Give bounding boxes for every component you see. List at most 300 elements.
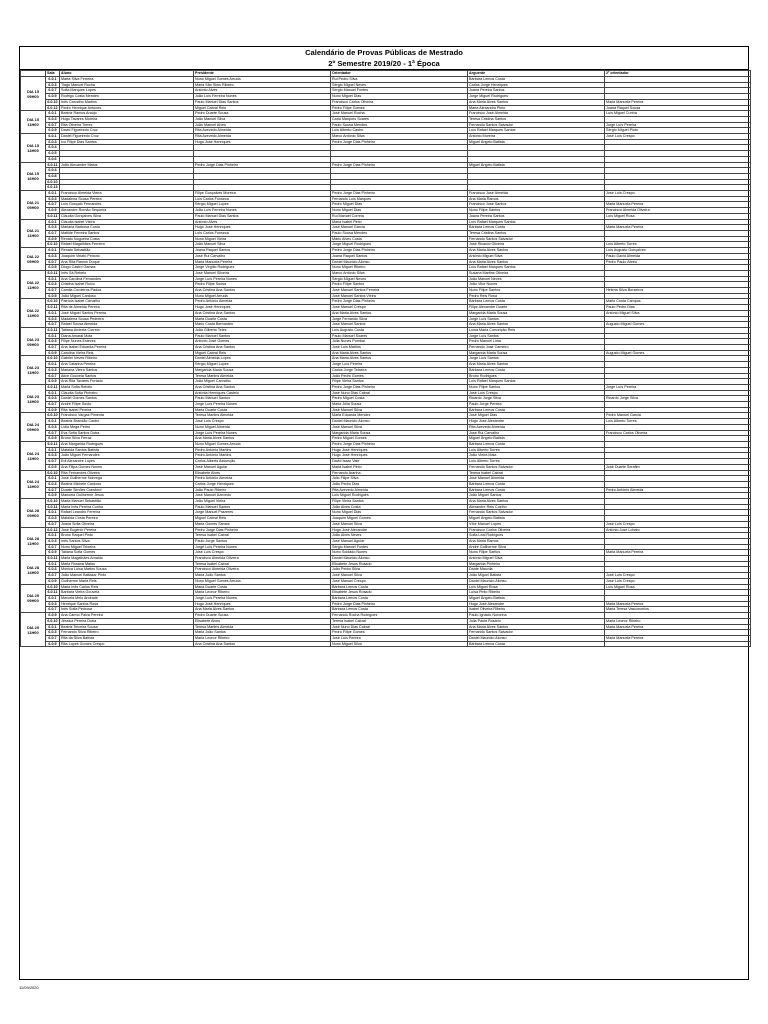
arguente-cell: Teresa Cristina Santos xyxy=(468,230,605,236)
arguente-cell: Luísa Maria Conceição Reis xyxy=(468,327,605,333)
aluno-cell: Manuela Guilherme Jesus xyxy=(60,493,194,499)
sala-cell: 6.0.9 xyxy=(46,350,60,356)
sala-cell: 6.0.1 xyxy=(46,447,60,453)
arguente-cell: José Rui Carvalho xyxy=(468,430,605,436)
aluno-cell: Hugo Tavares Moreira xyxy=(60,116,194,122)
orientador-cell: Filipe Vieira Santos xyxy=(331,499,468,505)
orientador-cell: José Manuel Garcia xyxy=(331,225,468,231)
orientador-cell: Pedro Jorge Dias Pinheiro xyxy=(331,191,468,197)
arguente-cell: Fernando Santos Salvador xyxy=(468,122,605,128)
orientador-cell: Paulo Sousa Mendes xyxy=(331,230,468,236)
presidente-cell: Ana Maria Alves Santos xyxy=(194,607,331,613)
orientador-cell: Elisabete Jesus Rosado xyxy=(331,590,468,596)
presidente-cell: Paulo Manuel Dias Santos xyxy=(194,213,331,219)
presidente-cell: Miguel Cabral Reis xyxy=(194,105,331,111)
arguente-cell: Bárbara Lemos Costa xyxy=(468,407,605,413)
presidente-cell: Hugo José Henriques xyxy=(194,139,331,145)
aluno-cell: José Eugénio Pereira xyxy=(60,527,194,533)
sala-cell: 6.0.9 xyxy=(46,293,60,299)
day-label: DIA 24 xyxy=(27,479,39,485)
orientador-cell: José Manuel Rocha xyxy=(331,111,468,117)
arguente-cell: Daniel Mauricio Alonso xyxy=(468,578,605,584)
column-header-sala: Sala xyxy=(46,71,60,77)
presidente-cell: Pedro António Almeida xyxy=(194,476,331,482)
sala-cell: 6.0.10 xyxy=(47,179,58,184)
presidente-cell: Paulo Manuel Santos xyxy=(194,333,331,339)
aluno-cell: Inês Santos Silva xyxy=(60,538,194,544)
orientador-cell: José Manuel Santos Ferreira xyxy=(331,288,468,294)
arguente-cell: Jorge Miguel Rodrigues xyxy=(468,94,605,100)
time-label: 09H00 xyxy=(27,259,39,264)
day-time-cell xyxy=(21,219,46,248)
arguente-cell: Ana Maria Alves Santos xyxy=(468,322,605,328)
presidente-cell: Pedro Jorge Dias Pinheiro xyxy=(194,162,331,168)
presidente-cell: António José Gomes xyxy=(194,339,331,345)
arguente-cell: Fernando Santos Salvador xyxy=(468,464,605,470)
day-label: DIA 28 xyxy=(27,536,39,542)
aluno-cell: Beatriz Ramos Araújo xyxy=(60,111,194,117)
presidente-cell: João Miguel Vieira xyxy=(194,499,331,505)
arguente-cell: Susana Martins Oliveira xyxy=(468,270,605,276)
aluno-cell: Marta Manuel Sebastião xyxy=(60,499,194,505)
aluno-cell: Matilde Ferreira Santos xyxy=(60,230,194,236)
sala-cell: 6.0.3 xyxy=(46,339,60,345)
day-label: DIA 15 xyxy=(27,88,39,94)
presidente-cell: João Luís Ferreira Nunes xyxy=(194,208,331,214)
orientador-cell: Bárbara Lemos Costa xyxy=(331,595,468,601)
2o-orientador-cell: Pedro Manuel Garcia xyxy=(605,413,751,419)
sala-cell: 6.0.9 xyxy=(46,94,60,100)
arguente-cell: Miguel Ângelo Batista xyxy=(468,162,605,168)
aluno-cell: Camila Cordeiros Pádua xyxy=(60,288,194,294)
2o-orientador-cell: Maria Manuela Pereira xyxy=(605,99,751,105)
arguente-cell: Ana Maria Alves Santos xyxy=(468,499,605,505)
2o-orientador-cell: Luís Alberto Torres xyxy=(605,242,751,248)
aluno-cell: Henrique Santos Rosa xyxy=(60,601,194,607)
sala-cell: 6.0.9 xyxy=(46,436,60,442)
presidente-cell: Jorge Luís Pereira Nunes xyxy=(194,595,331,601)
sala-cell: 6.0.1 xyxy=(46,191,60,197)
sala-cell: 6.0.10 xyxy=(47,470,58,475)
orientador-cell: Hugo José Alexandre xyxy=(331,527,468,533)
aluno-cell: Rita Oliveira Torres xyxy=(60,122,194,128)
aluno-cell: Inês Sá Rebelo xyxy=(60,270,194,276)
presidente-cell: Maria Leonor Ribeiro xyxy=(194,590,331,596)
arguente-cell: José Miguel Dias xyxy=(468,413,605,419)
time-label: 11H00 xyxy=(27,541,39,547)
aluno-cell: Tiago Manuel Rocha xyxy=(60,82,194,88)
aluno-cell: Cláudia Sofia Pinheiro xyxy=(60,390,194,396)
2o-orientador-cell: António José Lobato xyxy=(605,527,751,533)
2o-orientador-cell: Pedro António Almeida xyxy=(605,487,751,493)
aluno-cell: Edi Alexandre Lopes xyxy=(60,459,194,465)
aluno-cell: José Guilherme Nóbrega xyxy=(60,476,194,482)
orientador-cell: Júlia Nunes Pombal xyxy=(331,339,468,345)
orientador-cell: Rita Azevedo Almeida xyxy=(331,487,468,493)
aluno-cell: Ana Isabel Eduarda Pereira xyxy=(60,345,194,351)
aluno-cell: Maria Inês Pereira Cunha xyxy=(60,504,194,510)
arguente-cell: Margarida Pinheiro xyxy=(468,561,605,567)
aluno-cell: Patrícia Isabel Carvalho xyxy=(60,299,194,305)
arguente-cell: José Manuel Almeida xyxy=(468,476,605,482)
day-time-cell xyxy=(21,442,46,471)
arguente-cell: Hugo José Alexandre xyxy=(468,419,605,425)
presidente-cell: Paulo Manuel Santos xyxy=(194,396,331,402)
time-label: 09H00 xyxy=(27,341,39,347)
2o-orientador-cell: José Luís Crespo xyxy=(605,573,751,579)
orientador-cell: Carlos Jorge Teixeira xyxy=(331,367,468,373)
aluno-cell: Rafael Sousa Almeida xyxy=(60,322,194,328)
sala-cell: 6.0.10 xyxy=(47,299,58,304)
sala-cell: 6.0.7 xyxy=(46,487,60,493)
orientador-cell: Paulo Sousa Mendes xyxy=(331,122,468,128)
arguente-cell: Nuno Filipe Santos xyxy=(468,550,605,556)
arguente-cell: Isabel Oliveira Ribeiro xyxy=(468,607,605,613)
presidente-cell: Nuno Miguel Vieira xyxy=(194,236,331,242)
aluno-cell: Rita Lopes Gomes Crespo xyxy=(60,641,194,647)
day-time-cell xyxy=(21,270,46,299)
sala-cell: 6.0.11 xyxy=(47,556,58,561)
orientador-cell: Rui Pedro Silva xyxy=(331,77,468,83)
orientador-cell: Pedro Miguel Dias xyxy=(331,202,468,208)
sala-cell: 6.0.7 xyxy=(46,607,60,613)
aluno-cell: Jéssica Pereira Dutra xyxy=(60,618,194,624)
arguente-cell: Miguel Ângelo Batista xyxy=(468,436,605,442)
sala-cell: 6.0.11 xyxy=(47,384,58,389)
aluno-cell: Joaquim Viriato Peixoto xyxy=(60,253,194,259)
aluno-cell: Ana Rita Tavares Furtado xyxy=(60,379,194,385)
sala-cell: 6.0.7 xyxy=(46,430,60,436)
presidente-cell: Nuno Miguel Gomes Arruda xyxy=(194,442,331,448)
aluno-cell: Mariana Vieira Santos xyxy=(60,367,194,373)
aluno-cell: Ivo Filipe Dias Santos xyxy=(60,139,194,145)
aluno-cell: Eva Sofia Santos Dutra xyxy=(60,430,194,436)
time-label: 14H00 xyxy=(27,313,39,319)
sala-cell: 6.0.9 xyxy=(46,464,60,470)
presidente-cell: Jorge Luís Pereira Nunes xyxy=(194,544,331,550)
day-time-cell xyxy=(21,613,46,647)
arguente-cell: Bárbara Lemos Costa xyxy=(468,367,605,373)
arguente-cell: Fernando Santos Salvador xyxy=(468,510,605,516)
aluno-cell: Maria Rosana Matos xyxy=(60,561,194,567)
sala-cell: 6.0.1 xyxy=(46,624,60,630)
presidente-cell: Ana Cristina Ana Santos xyxy=(194,345,331,351)
arguente-cell: Bárbara Lemos Costa xyxy=(468,299,605,305)
sala-cell: 6.0.3 xyxy=(46,139,60,145)
2o-orientador-cell: Augusto Miguel Gomes xyxy=(605,322,751,328)
presidente-cell: Pedro Duarte Sousa xyxy=(194,111,331,117)
presidente-cell: Margarida Maria Sousa xyxy=(194,367,331,373)
presidente-cell: Teresa Isabel Cabral xyxy=(194,533,331,539)
2o-orientador-cell: Maria Manuela Pereira xyxy=(605,601,751,607)
orientador-cell: Pedro Miguel Gomes xyxy=(331,436,468,442)
arguente-cell: Ana Maria Ramos xyxy=(468,196,605,202)
presidente-cell: Rita Azevedo Almeida xyxy=(194,134,331,140)
sala-cell: 6.0.1 xyxy=(46,595,60,601)
presidente-cell: Miguel Cabral Reis xyxy=(194,350,331,356)
orientador-cell: Joana Raquel Santos xyxy=(331,253,468,259)
presidente-cell: Jorge Manuel Prazeres xyxy=(194,510,331,516)
presidente-cell: Maria João Santos xyxy=(194,630,331,636)
orientador-cell: Luís Alberto Castro xyxy=(331,128,468,134)
arguente-cell: Ana Maria Alves Santos xyxy=(468,99,605,105)
2o-orientador-cell: Maria Manuela Pereira xyxy=(605,550,751,556)
arguente-cell: António Miguel Silva xyxy=(468,556,605,562)
orientador-cell: Pedro Jorge Dias Pinheiro xyxy=(331,299,468,305)
presidente-cell: Francisco Almeida Oliveira xyxy=(194,567,331,573)
aluno-cell: Gabriel Neves Ribeiro xyxy=(60,356,194,362)
arguente-cell: Luísa Pinto Ribeiro xyxy=(468,590,605,596)
sala-cell: 6.0.12 xyxy=(47,105,58,110)
presidente-cell: João Gilberto Teles xyxy=(194,327,331,333)
sala-cell: 6.0.7 xyxy=(46,521,60,527)
day-time-cell xyxy=(21,162,46,191)
time-label: 11H00 xyxy=(27,455,39,461)
presidente-cell: Jorge Luís Pereira Nunes xyxy=(194,276,331,282)
presidente-cell: Hugo José Henriques xyxy=(194,601,331,607)
presidente-cell: Paulo Manuel Santos xyxy=(194,504,331,510)
aluno-cell: Ana Filipa Gomes Nunes xyxy=(60,464,194,470)
orientador-cell: Luís Miguel Rodrigues xyxy=(331,493,468,499)
presidente-cell: Hugo José Henriques xyxy=(194,225,331,231)
sala-cell: 6.0.1 xyxy=(46,561,60,567)
aluno-cell: Nuno Miguel Teixeira xyxy=(60,544,194,550)
orientador-cell: Pedro Filipe Gomes xyxy=(331,105,468,111)
arguente-cell: Teresa Cristina Santos xyxy=(468,116,605,122)
2o-orientador-cell: Francisco Carlos Oliveira xyxy=(605,430,751,436)
sala-cell: 6.0.11 xyxy=(47,270,58,275)
orientador-cell: José Manuel Santos Vieira xyxy=(331,293,468,299)
day-label: DIA 21 xyxy=(27,228,39,234)
2o-orientador-cell: Luís Miguel Cunha xyxy=(605,111,751,117)
day-label: DIA 29 xyxy=(27,593,39,599)
presidente-cell: Jorge Luís Pereira Nunes xyxy=(194,430,331,436)
aluno-cell: Lídia Mega Pedro xyxy=(60,424,194,430)
day-time-cell xyxy=(21,77,46,111)
orientador-cell: Nuno Miguel Ribeiro xyxy=(331,265,468,271)
orientador-cell: Rui Manuel Correia xyxy=(331,213,468,219)
arguente-cell: Nuno Filipe Santos xyxy=(468,208,605,214)
table-row xyxy=(21,641,751,647)
2o-orientador-cell: Maria Manuela Pereira xyxy=(605,635,751,641)
presidente-cell: Elisabete Alves xyxy=(194,470,331,476)
sala-cell: 6.0.3 xyxy=(46,567,60,573)
sala-cell: 6.0.10 xyxy=(47,618,58,623)
presidente-cell: João Miguel Carvalho xyxy=(194,379,331,385)
time-label: 14H00 xyxy=(27,398,39,404)
presidente-cell: Teresa Martins Almeida xyxy=(194,624,331,630)
sala-cell: 6.0.10 xyxy=(47,584,58,589)
orientador-cell: Maria Isabel Pinto xyxy=(331,219,468,225)
arguente-cell: José Luís Crespo xyxy=(468,390,605,396)
sala-cell: 6.0.12 xyxy=(47,527,58,532)
sala-cell: 6.0.3 xyxy=(46,253,60,259)
presidente-cell: José Manuel Aguiar xyxy=(194,464,331,470)
2o-orientador-cell: Mário Costa Campos xyxy=(605,299,751,305)
arguente-cell: Bárbara Lemos Costa xyxy=(468,442,605,448)
orientador-cell: Ana Maria Alves Santos xyxy=(331,310,468,316)
arguente-cell: Ana Maria Alves Santos xyxy=(468,259,605,265)
orientador-cell: José Manuel Silva xyxy=(331,424,468,430)
presidente-cell: João Luís Ferreira Nunes xyxy=(194,94,331,100)
arguente-cell: Francisco José Santos xyxy=(468,202,605,208)
orientador-cell: Hugo José Henriques xyxy=(331,447,468,453)
sala-cell: 6.0.7 xyxy=(46,402,60,408)
orientador-cell: Nuno Miguel Dias xyxy=(331,208,468,214)
aluno-cell: Daniel Gomes Santos xyxy=(60,396,194,402)
time-label: 16H00 xyxy=(27,176,39,182)
aluno-cell: João Miguel Fernandes xyxy=(60,453,194,459)
2o-orientador-cell: António Miguel Silva xyxy=(605,310,751,316)
arguente-cell: António Miguel Silva xyxy=(468,253,605,259)
arguente-cell: Miguel Ângelo Batista xyxy=(468,139,605,145)
arguente-cell: Margarida Maria Sousa xyxy=(468,350,605,356)
presidente-cell: Mário Costa Bernardes xyxy=(194,322,331,328)
arguente-cell: João Manuel Neves xyxy=(468,276,605,282)
presidente-cell: José Manuel Silveira xyxy=(194,270,331,276)
day-time-cell xyxy=(21,248,46,271)
aluno-cell: Rita da Silva Batista xyxy=(60,635,194,641)
sala-cell: 6.0.7 xyxy=(46,259,60,265)
aluno-cell: Renato Sebastião xyxy=(60,248,194,254)
orientador-cell: Pedro Jorge Dias Pinheiro xyxy=(331,162,468,168)
arguente-cell: Jorge Luís Santos xyxy=(468,356,605,362)
sala-cell: 6.0.3 xyxy=(46,282,60,288)
day-label: DIA 22 xyxy=(27,308,39,314)
orientador-cell: João Pedro Silva xyxy=(331,567,468,573)
arguente-cell: João Vieira Maia xyxy=(468,453,605,459)
aluno-cell: Cláudia Isabel Vieira xyxy=(60,219,194,225)
presidente-cell: Carlos Alberto Assunção xyxy=(194,459,331,465)
2o-orientador-cell: Maria Leonor Ribeiro xyxy=(605,618,751,624)
aluno-cell: Ana Rita Ramos Duque xyxy=(60,259,194,265)
orientador-cell: Fernando Aranha xyxy=(331,470,468,476)
2o-orientador-cell: Augusto Miguel Gomes xyxy=(605,350,751,356)
orientador-cell: Pedro Filipe Gomes xyxy=(331,630,468,636)
sala-cell: 6.0.1 xyxy=(46,134,60,140)
presidente-cell: António Alves xyxy=(194,219,331,225)
day-time-cell xyxy=(21,299,46,328)
presidente-cell: Pedro Filipe Sousa xyxy=(194,282,331,288)
orientador-cell: Pedro Jorge Dias Pinheiro xyxy=(331,601,468,607)
presidente-cell: Maria Duarte Costa xyxy=(194,316,331,322)
sala-cell: 6.0.3 xyxy=(46,630,60,636)
aluno-cell: Ana Carmo Paiva Pereira xyxy=(60,613,194,619)
day-time-cell xyxy=(21,134,46,163)
aluno-cell: Tatiana Andreia Correia xyxy=(60,327,194,333)
orientador-cell: José Manuel Silva xyxy=(331,521,468,527)
column-header-presidente: Presidente xyxy=(194,71,331,77)
arguente-cell: Margarida Maria Sousa xyxy=(468,310,605,316)
sala-cell: 6.0.7 xyxy=(46,573,60,579)
presidente-cell: Paulo Manuel Dias Santos xyxy=(194,99,331,105)
aluno-cell: Barbara Vieira Gouveia xyxy=(60,590,194,596)
aluno-cell: José Miguel Santos Pereira xyxy=(60,310,194,316)
arguente-cell: Bárbara Lemos Costa xyxy=(468,487,605,493)
schedule-sheet xyxy=(19,46,749,980)
presidente-cell: Nuno Miguel Almeida xyxy=(194,424,331,430)
arguente-cell: Pedro Reis Rosa xyxy=(468,293,605,299)
time-label: 09H00 xyxy=(27,598,39,604)
time-label: 09H00 xyxy=(27,427,39,433)
aluno-cell: Sofia Marques Lopes xyxy=(60,88,194,94)
aluno-cell: Marta Silva Ferreira xyxy=(60,77,194,83)
presidente-cell: Elisabete Alves xyxy=(194,618,331,624)
arguente-cell: Alexandre Reis Coelho xyxy=(468,504,605,510)
schedule-body xyxy=(21,77,751,647)
arguente-cell: Paulo Ignácio Noronha xyxy=(468,613,605,619)
presidente-cell: Teresa Martins Almeida xyxy=(194,413,331,419)
arguente-cell: José Ricardo Oliveira xyxy=(468,242,605,248)
sala-cell: 6.0.7 xyxy=(46,322,60,328)
presidente-cell: Maria João Santos xyxy=(194,573,331,579)
sala-cell: 6.0.3 xyxy=(46,82,60,88)
arguente-cell: Luís Rafael Marques Santos xyxy=(468,265,605,271)
aluno-cell: Francisco Almeida Vieira xyxy=(60,191,194,197)
time-label: 09H00 xyxy=(27,512,39,518)
presidente-cell: Filipe Gonçalves Moreira xyxy=(194,191,331,197)
aluno-cell: Rodrigo Costa Mendes xyxy=(60,94,194,100)
presidente-cell: Pedro António Martins xyxy=(194,447,331,453)
presidente-cell: Paulo Jorge Santos xyxy=(194,538,331,544)
2o-orientador-cell: José Luís Crespo xyxy=(605,578,751,584)
arguente-cell: Paulo Jorge Pereira xyxy=(468,402,605,408)
aluno-cell: Diana Amaral Mota xyxy=(60,333,194,339)
2o-orientador-cell: Maria Manuela Pereira xyxy=(605,624,751,630)
orientador-cell: João Alves Costa xyxy=(331,504,468,510)
sala-cell: 6.0.3 xyxy=(46,225,60,231)
orientador-cell: Sérgio Miguel Neves xyxy=(331,276,468,282)
sala-cell: 6.0.9 xyxy=(46,208,60,214)
aluno-cell: Rita Fernandes Oliveira xyxy=(60,470,194,476)
day-label: DIA 22 xyxy=(27,279,39,285)
sala-cell: 6.0.3 xyxy=(46,367,60,373)
orientador-cell: Joaquim Miguel Gomes xyxy=(331,516,468,522)
orientador-cell: José Manuel Crespo xyxy=(331,305,468,311)
arguente-cell: Nuno Filipe Santos xyxy=(468,288,605,294)
orientador-cell: Nuno Miguel Dias xyxy=(331,94,468,100)
sala-cell: 6.0.3 xyxy=(46,396,60,402)
sala-cell: 6.0.3 xyxy=(46,424,60,430)
orientador-cell: Pedro Filipe Santos xyxy=(331,282,468,288)
orientador-cell: João Alves Neves xyxy=(331,533,468,539)
sala-cell: 6.0.3 xyxy=(46,516,60,522)
orientador-cell: Marco António Silva xyxy=(331,270,468,276)
arguente-cell: Luís Alberto Torres xyxy=(468,447,605,453)
orientador-cell: Nuno Soldado Nunes xyxy=(331,550,468,556)
day-label: DIA 15 xyxy=(27,142,39,148)
page-subtitle: 2º Semestre 2019/20 - 1ª Época xyxy=(328,59,440,68)
presidente-cell: Rita Azevedo Almeida xyxy=(194,128,331,134)
2o-orientador-cell: Maria Manuela Pereira xyxy=(605,225,751,231)
sala-cell: 6.0.7 xyxy=(46,544,60,550)
presidente-cell: António Alves xyxy=(194,88,331,94)
arguente-cell: André Guilherme Silva xyxy=(468,544,605,550)
aluno-cell: Alexandre Romão Sequeira xyxy=(60,208,194,214)
aluno-cell: Filipe Nunes Esteves xyxy=(60,339,194,345)
aluno-cell: Joana Sofia Oliveira xyxy=(60,521,194,527)
aluno-cell: Guilherme Maria Reis xyxy=(60,578,194,584)
arguente-cell: Ana Maria Ramos xyxy=(468,538,605,544)
orientador-cell: Pedro Jorge Dias Pinheiro xyxy=(331,442,468,448)
arguente-cell: Nuno Filipe Santos xyxy=(468,384,605,390)
day-time-cell xyxy=(21,111,46,134)
presidente-cell: Ana Maria Alves Santos xyxy=(194,436,331,442)
presidente-cell: José Manuel Azevedo xyxy=(194,493,331,499)
presidente-cell: Pedro António Almeida xyxy=(194,299,331,305)
orientador-cell: Marco António Silva xyxy=(331,134,468,140)
presidente-cell: Nuno Miguel Arruda xyxy=(194,293,331,299)
